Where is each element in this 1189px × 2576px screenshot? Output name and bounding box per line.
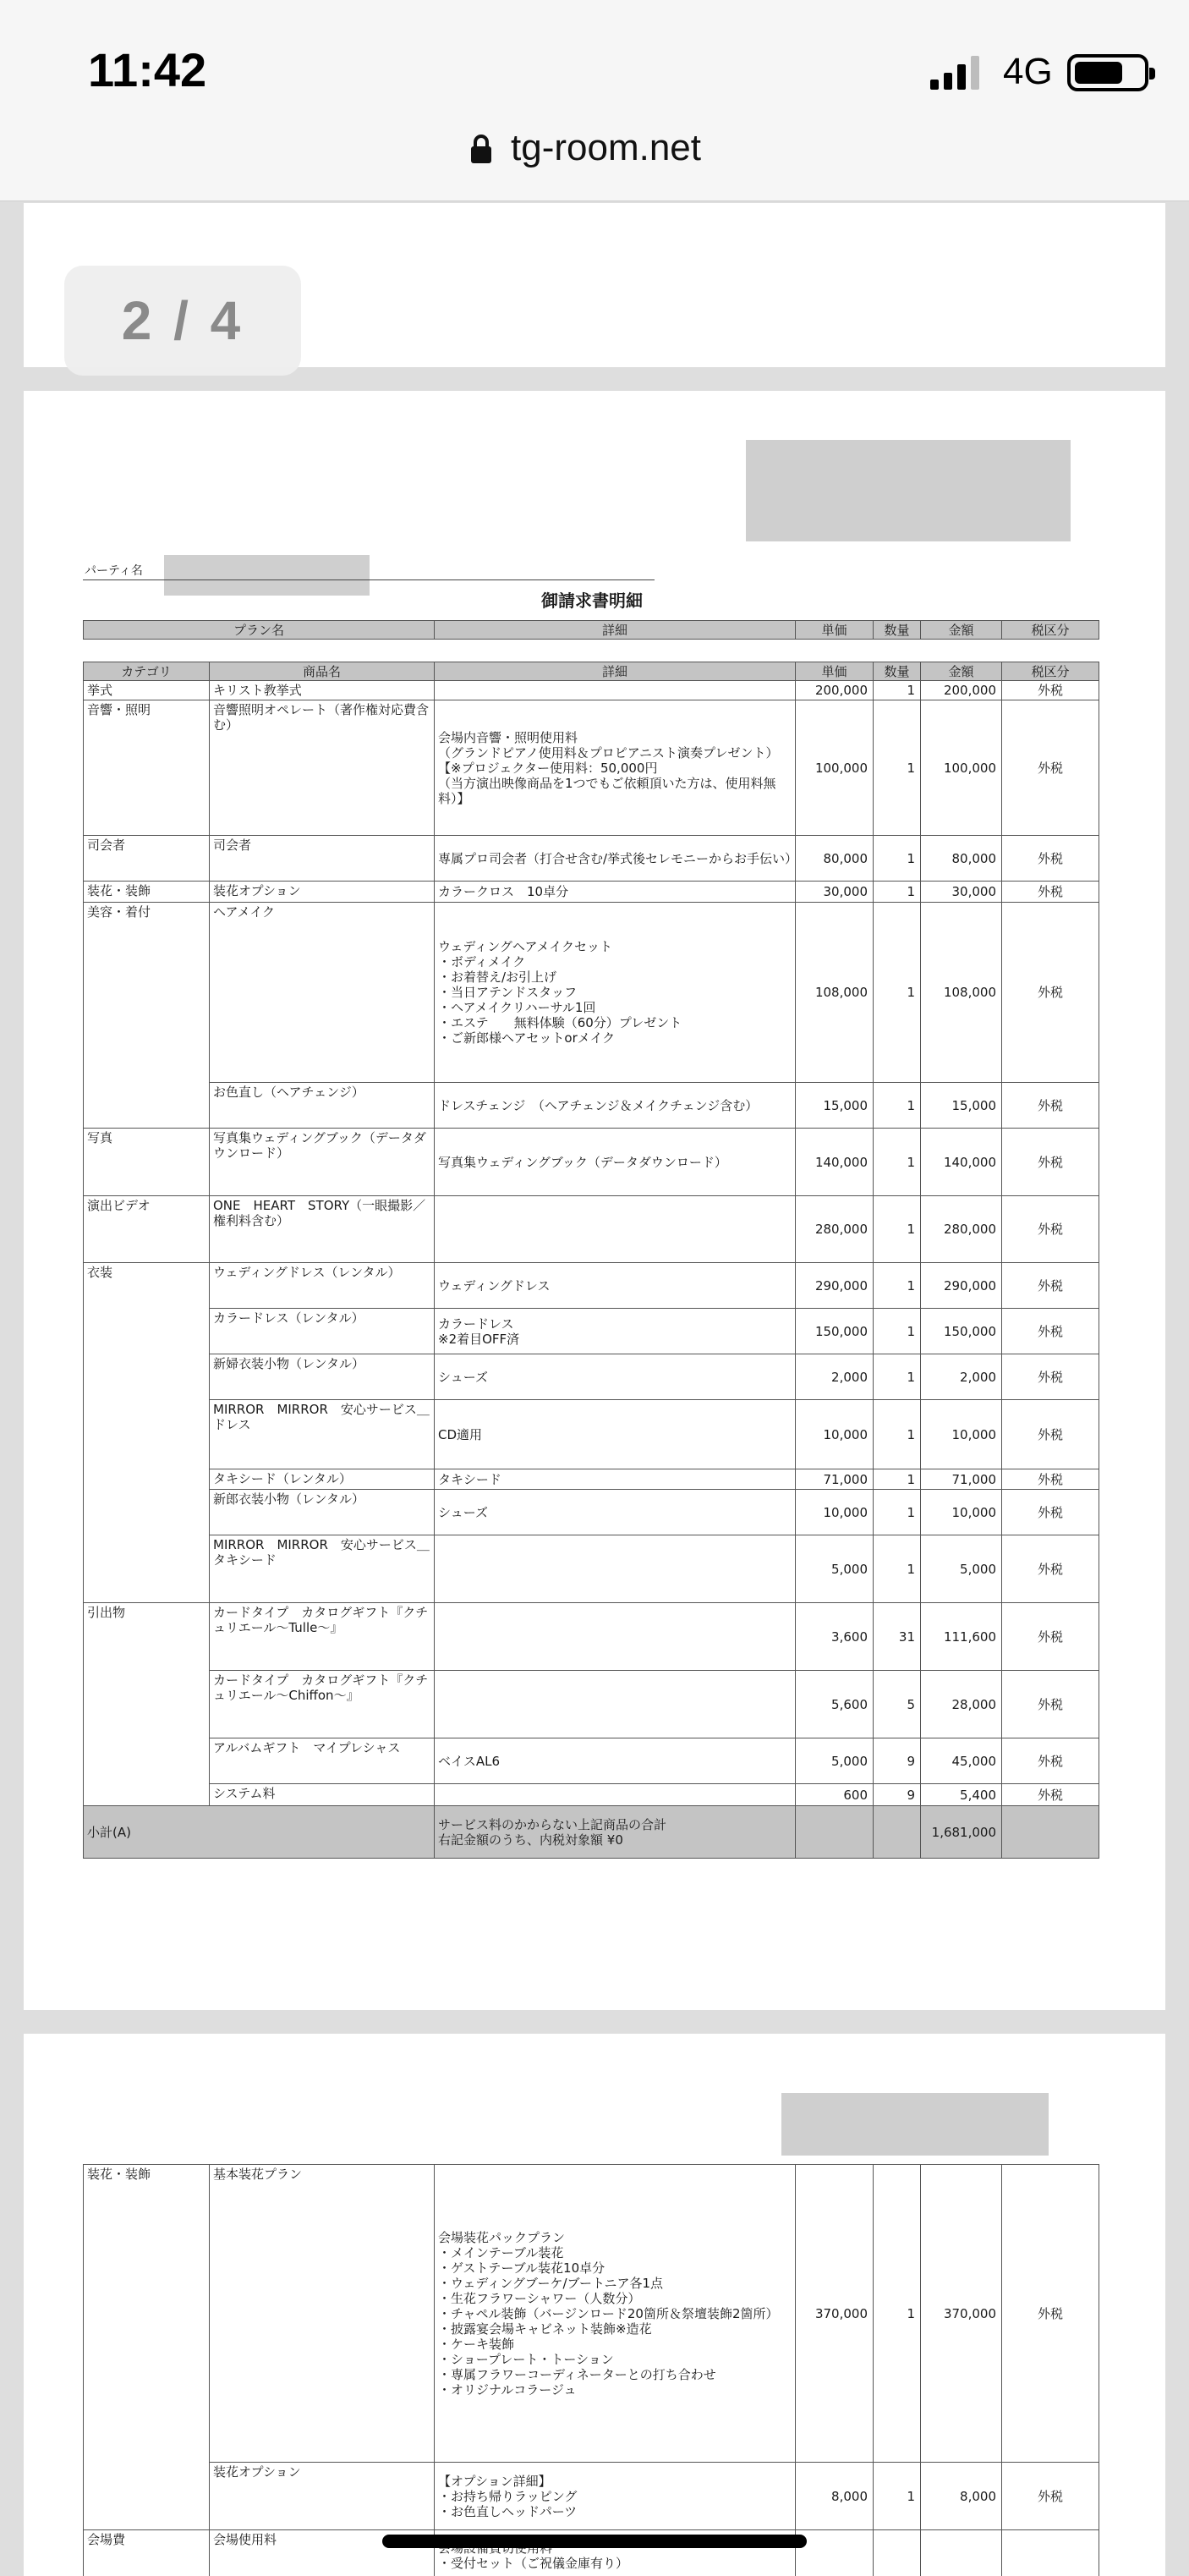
quantity-cell: 1 [874, 1490, 921, 1535]
item-name-header: 商品名 [210, 662, 435, 681]
url-text[interactable]: tg-room.net [511, 127, 701, 168]
amount-cell: 8,000 [921, 2463, 1002, 2530]
item-name-cell: アルバムギフト マイプレシャス [210, 1738, 435, 1784]
detail-cell: ウェディングドレス [435, 1263, 796, 1309]
tax-class-cell [1002, 2530, 1099, 2576]
tax-class-cell: 外税 [1002, 1196, 1099, 1263]
unit-price-cell: 200,000 [796, 681, 874, 700]
tax-class-cell: 外税 [1002, 1309, 1099, 1354]
quantity-cell: 5 [874, 1671, 921, 1738]
invoice-title: 御請求書明細 [541, 590, 643, 611]
detail-cell: カラークロス 10卓分 [435, 882, 796, 903]
category-cell: 司会者 [84, 836, 210, 882]
item-name-cell: ONE HEART STORY（一眼撮影／権利料含む） [210, 1196, 435, 1263]
unit-price-cell: 5,600 [796, 1671, 874, 1738]
quantity-cell: 1 [874, 836, 921, 882]
unit-price-cell: 30,000 [796, 882, 874, 903]
invoice-items-table-page3 [83, 2164, 1099, 2576]
tax-class-cell: 外税 [1002, 1603, 1099, 1671]
detail-cell: 専属プロ司会者（打合せ含む/挙式後セレモニーからお手伝い） [435, 836, 796, 882]
clock: 11:42 [88, 43, 207, 96]
detail-cell: CD適用 [435, 1400, 796, 1469]
amount-cell: 200,000 [921, 681, 1002, 700]
detail-cell: ウェディングヘアメイクセット ・ボディメイク ・お着替え/お引上げ ・当日アテンドスタッフ ・ヘアメイクリハーサル1回 ・エステ 無料体験（60分）プレゼント ・ご新郎様ヘアセットorメイク [435, 903, 796, 1083]
unit-price-cell: 100,000 [796, 700, 874, 836]
amount-cell: 5,000 [921, 1535, 1002, 1603]
item-name-cell: 基本装花プラン [210, 2165, 435, 2463]
unit-price-cell [796, 2530, 874, 2576]
party-name-underline [83, 579, 655, 580]
plan-header-table [83, 620, 1099, 640]
amount-cell [921, 2530, 1002, 2576]
category-cell: 音響・照明 [84, 700, 210, 836]
item-name-cell: カラードレス（レンタル） [210, 1309, 435, 1354]
item-name-cell: カードタイプ カタログギフト『クチュリエール〜Chiffon〜』 [210, 1671, 435, 1738]
quantity-cell: 1 [874, 1083, 921, 1129]
detail-cell: 【オプション詳細】 ・お持ち帰りラッピング ・お色直しヘッドパーツ [435, 2463, 796, 2530]
category-cell: 美容・着付 [84, 903, 210, 1129]
item-name-cell: 新郎衣装小物（レンタル） [210, 1490, 435, 1535]
plan-tax-header: 税区分 [1002, 621, 1099, 640]
unit-price-cell: 140,000 [796, 1129, 874, 1196]
amount-cell: 10,000 [921, 1400, 1002, 1469]
detail-cell: 会場内音響・照明使用料 （グランドピアノ使用料＆プロピアニスト演奏プレゼント） 【※プロジェクター使用料：50,000円 （当方演出映像商品を1つでもご依頼頂いた方は、使用料無料）】 [435, 700, 796, 836]
unit-price-cell: 2,000 [796, 1354, 874, 1400]
unit-price-cell: 5,000 [796, 1535, 874, 1603]
tax-class-cell: 外税 [1002, 1354, 1099, 1400]
detail-cell: シューズ [435, 1354, 796, 1400]
table-row [84, 2165, 1099, 2463]
unit-price-cell: 80,000 [796, 836, 874, 882]
quantity-cell: 1 [874, 1129, 921, 1196]
item-name-cell: システム料 [210, 1784, 435, 1806]
table-row [84, 836, 1099, 882]
amount-cell: 111,600 [921, 1603, 1002, 1671]
amount-cell: 30,000 [921, 882, 1002, 903]
tax-class-cell: 外税 [1002, 836, 1099, 882]
item-name-cell: 写真集ウェディングブック（データダウンロード） [210, 1129, 435, 1196]
unit-price-cell: 108,000 [796, 903, 874, 1083]
category-header: カテゴリ [84, 662, 210, 681]
amount-cell: 370,000 [921, 2165, 1002, 2463]
amount-cell: 100,000 [921, 700, 1002, 836]
item-name-cell: お色直し（ヘアチェンジ） [210, 1083, 435, 1129]
quantity-cell: 1 [874, 700, 921, 836]
detail-cell: 会場装花パックプラン ・メインテーブル装花 ・ゲストテーブル装花10卓分 ・ウェディングブーケ/ブートニア各1点 ・生花フラワーシャワー（人数分） ・チャペル装飾（バージンロード20箇所＆祭壇装飾2箇所） ・披露宴会場キャビネット装飾※造花 ・ケーキ装飾 ・ショープレート・トーション ・専属フラワーコーディネーターとの打ち合わせ ・オリジナルコラージュ [435, 2165, 796, 2463]
detail-cell [435, 1784, 796, 1806]
amount-cell: 45,000 [921, 1738, 1002, 1784]
amount-cell: 5,400 [921, 1784, 1002, 1806]
tax-class-cell: 外税 [1002, 1671, 1099, 1738]
detail-cell: ベイスAL6 [435, 1738, 796, 1784]
category-cell: 衣装 [84, 1263, 210, 1603]
quantity-cell: 9 [874, 1784, 921, 1806]
detail-cell [435, 1535, 796, 1603]
quantity-cell: 1 [874, 2463, 921, 2530]
table-row [84, 2463, 1099, 2530]
unit-price-header: 単価 [796, 662, 874, 681]
quantity-cell: 1 [874, 1400, 921, 1469]
item-name-cell: 会場使用料 [210, 2530, 435, 2576]
category-cell: 挙式 [84, 681, 210, 700]
quantity-cell: 1 [874, 1535, 921, 1603]
item-name-cell: カードタイプ カタログギフト『クチュリエール〜Tulle〜』 [210, 1603, 435, 1671]
item-name-cell: 司会者 [210, 836, 435, 882]
subtotal-note: サービス料のかからない上記商品の合計 右記金額のうち、内税対象額 ¥0 [435, 1806, 796, 1859]
tax-class-cell: 外税 [1002, 1535, 1099, 1603]
unit-price-cell: 150,000 [796, 1309, 874, 1354]
quantity-cell: 31 [874, 1603, 921, 1671]
unit-price-cell: 71,000 [796, 1469, 874, 1490]
amount-cell: 280,000 [921, 1196, 1002, 1263]
quantity-cell: 1 [874, 1354, 921, 1400]
item-name-cell: ウェディングドレス（レンタル） [210, 1263, 435, 1309]
item-name-cell: 装花オプション [210, 2463, 435, 2530]
table-row [84, 1196, 1099, 1263]
category-cell: 写真 [84, 1129, 210, 1196]
tax-class-cell: 外税 [1002, 1083, 1099, 1129]
amount-cell: 15,000 [921, 1083, 1002, 1129]
table-row [84, 1129, 1099, 1196]
tax-class-cell: 外税 [1002, 1129, 1099, 1196]
table-row [84, 1263, 1099, 1309]
quantity-cell: 1 [874, 1309, 921, 1354]
tax-class-header: 税区分 [1002, 662, 1099, 681]
redacted-logo-page3 [781, 2093, 1049, 2156]
table-row [84, 1535, 1099, 1603]
tax-class-cell: 外税 [1002, 1400, 1099, 1469]
redacted-party-name [164, 555, 370, 596]
quantity-header: 数量 [874, 662, 921, 681]
quantity-cell: 9 [874, 1738, 921, 1784]
amount-cell: 80,000 [921, 836, 1002, 882]
quantity-cell [874, 2530, 921, 2576]
tax-class-cell: 外税 [1002, 882, 1099, 903]
amount-cell: 140,000 [921, 1129, 1002, 1196]
detail-cell [435, 1671, 796, 1738]
item-name-cell: 新婦衣装小物（レンタル） [210, 1354, 435, 1400]
tax-class-cell: 外税 [1002, 681, 1099, 700]
table-row [84, 882, 1099, 903]
detail-cell: 写真集ウェディングブック（データダウンロード） [435, 1129, 796, 1196]
category-cell: 装花・装飾 [84, 882, 210, 903]
item-name-cell: キリスト教挙式 [210, 681, 435, 700]
lock-icon [470, 134, 492, 164]
tax-class-cell: 外税 [1002, 2463, 1099, 2530]
item-name-cell: MIRROR MIRROR 安心サービス＿タキシード [210, 1535, 435, 1603]
quantity-cell: 1 [874, 681, 921, 700]
item-name-cell: 装花オプション [210, 882, 435, 903]
item-name-cell: 音響照明オペレート（著作権対応費含む） [210, 700, 435, 836]
cellular-signal-icon [930, 54, 984, 90]
table-row [84, 1490, 1099, 1535]
detail-cell: カラードレス ※2着目OFF済 [435, 1309, 796, 1354]
category-cell: 装花・装飾 [84, 2165, 210, 2530]
amount-cell: 2,000 [921, 1354, 1002, 1400]
empty-cell [796, 1806, 874, 1859]
tax-class-cell: 外税 [1002, 2165, 1099, 2463]
table-row [84, 1083, 1099, 1129]
quantity-cell: 1 [874, 1263, 921, 1309]
empty-cell [1002, 1806, 1099, 1859]
subtotal-row [84, 1806, 1099, 1859]
unit-price-cell: 15,000 [796, 1083, 874, 1129]
table-row [84, 1354, 1099, 1400]
network-type: 4G [1003, 51, 1053, 92]
item-name-cell: タキシード（レンタル） [210, 1469, 435, 1490]
table-row [84, 700, 1099, 836]
detail-cell [435, 681, 796, 700]
tax-class-cell: 外税 [1002, 903, 1099, 1083]
tax-class-cell: 外税 [1002, 700, 1099, 836]
table-row [84, 681, 1099, 700]
unit-price-cell: 8,000 [796, 2463, 874, 2530]
detail-cell: ・受付セット（ご祝儀金庫有り） [435, 2530, 796, 2576]
category-cell: 演出ビデオ [84, 1196, 210, 1263]
tax-class-cell: 外税 [1002, 1490, 1099, 1535]
quantity-cell: 1 [874, 2165, 921, 2463]
unit-price-cell: 370,000 [796, 2165, 874, 2463]
quantity-cell: 1 [874, 882, 921, 903]
item-name-cell: MIRROR MIRROR 安心サービス＿ドレス [210, 1400, 435, 1469]
amount-cell: 150,000 [921, 1309, 1002, 1354]
table-row [84, 1309, 1099, 1354]
tax-class-cell: 外税 [1002, 1469, 1099, 1490]
item-name-cell: ヘアメイク [210, 903, 435, 1083]
page-indicator: 2 / 4 [64, 266, 301, 376]
battery-level [1075, 62, 1122, 84]
party-name-label: パーティ名 [85, 564, 143, 578]
tax-class-cell: 外税 [1002, 1784, 1099, 1806]
plan-name-header: プラン名 [84, 621, 435, 640]
detail-cell [435, 1603, 796, 1671]
subtotal-amount: 1,681,000 [921, 1806, 1002, 1859]
home-indicator[interactable] [382, 2535, 807, 2548]
unit-price-cell: 280,000 [796, 1196, 874, 1263]
table-row [84, 1603, 1099, 1671]
invoice-items-table [83, 662, 1099, 1859]
category-cell: 引出物 [84, 1603, 210, 1806]
plan-qty-header: 数量 [874, 621, 921, 640]
unit-price-cell: 10,000 [796, 1400, 874, 1469]
plan-detail-header: 詳細 [435, 621, 796, 640]
tax-class-cell: 外税 [1002, 1738, 1099, 1784]
tax-class-cell: 外税 [1002, 1263, 1099, 1309]
table-row [84, 1671, 1099, 1738]
plan-price-header: 単価 [796, 621, 874, 640]
amount-cell: 290,000 [921, 1263, 1002, 1309]
quantity-cell: 1 [874, 903, 921, 1083]
plan-amount-header: 金額 [921, 621, 1002, 640]
status-bar [0, 0, 1189, 102]
redacted-logo [746, 440, 1071, 541]
amount-cell: 71,000 [921, 1469, 1002, 1490]
amount-cell: 28,000 [921, 1671, 1002, 1738]
battery-icon [1067, 54, 1148, 91]
subtotal-label: 小計(A) [84, 1806, 435, 1859]
unit-price-cell: 3,600 [796, 1603, 874, 1671]
unit-price-cell: 5,000 [796, 1738, 874, 1784]
unit-price-cell: 600 [796, 1784, 874, 1806]
amount-cell: 108,000 [921, 903, 1002, 1083]
detail-cell: ドレスチェンジ （ヘアチェンジ＆メイクチェンジ含む） [435, 1083, 796, 1129]
table-row [84, 1400, 1099, 1469]
detail-header: 詳細 [435, 662, 796, 681]
amount-header: 金額 [921, 662, 1002, 681]
table-row [84, 1784, 1099, 1806]
detail-cell: タキシード [435, 1469, 796, 1490]
table-row [84, 903, 1099, 1083]
quantity-cell: 1 [874, 1196, 921, 1263]
detail-cell: シューズ [435, 1490, 796, 1535]
unit-price-cell: 290,000 [796, 1263, 874, 1309]
table-row [84, 1469, 1099, 1490]
unit-price-cell: 10,000 [796, 1490, 874, 1535]
category-cell: 会場費 [84, 2530, 210, 2576]
amount-cell: 10,000 [921, 1490, 1002, 1535]
table-row [84, 1738, 1099, 1784]
quantity-cell: 1 [874, 1469, 921, 1490]
detail-cell [435, 1196, 796, 1263]
empty-cell [874, 1806, 921, 1859]
